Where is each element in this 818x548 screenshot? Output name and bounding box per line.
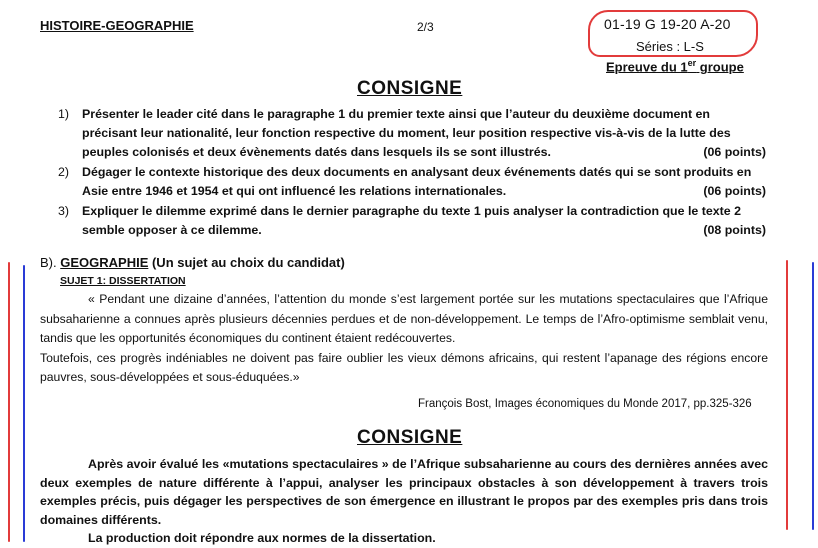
section-b-title: GEOGRAPHIE — [60, 255, 149, 270]
quote-paragraph-1: « Pendant une dizaine d’années, l’attention du monde s’est largement portée sur les mutations spectaculaires que l’Afrique subsaharienne a connues après plusieurs décennies perdues et de non-développement. Le temps de l’Afro-optimisme semblait venu, tandis que les opportunités économiques du continent étaient redécouvertes. — [40, 292, 768, 345]
epreuve-prefix: Epreuve du 1 — [606, 59, 688, 75]
blue-margin-line-left — [23, 265, 25, 542]
red-margin-line-right — [786, 260, 788, 530]
item-points: (06 points) — [703, 184, 766, 198]
quote-paragraph-2: Toutefois, ces progrès indéniables ne doivent pas faire oublier les vieux démons africains, qui restent l’apanage des régions encore pauvres, sous-développées et sous-éduquées.» — [40, 350, 768, 384]
consigne-b-paragraph: Après avoir évalué les «mutations spectaculaires » de l’Afrique subsaharienne au cours des dernières années avec deux exemples de nature différente à l’appui, analyser les principaux obstacles à son développement à travers trois exemples précis, puis dégager les perspectives de son émergence en illustrant le propos par des exemples pris dans trois domaines différents. — [40, 457, 768, 527]
epreuve-suffix: groupe — [696, 59, 744, 75]
consigne-title-a: CONSIGNE — [357, 78, 463, 99]
item-number: 2) — [58, 165, 70, 179]
quote-source: François Bost, Images économiques du Monde 2017, pp.325-326 — [418, 398, 752, 410]
section-b-heading — [40, 255, 345, 270]
item-number: 1) — [58, 107, 70, 121]
section-b-subtitle: (Un sujet au choix du candidat) — [148, 255, 345, 270]
section-b-prefix: B). — [40, 255, 61, 270]
quote-block — [40, 290, 768, 388]
item-text — [82, 105, 766, 162]
exam-code: 01-19 G 19-20 A-20 — [604, 16, 731, 32]
item-points: (06 points) — [703, 145, 766, 159]
exam-series: Séries : L-S — [636, 39, 704, 54]
item-points: (08 points) — [703, 223, 766, 237]
item-text — [82, 202, 766, 240]
item-number: 3) — [58, 204, 70, 218]
item-body: Expliquer le dilemme exprimé dans le dernier paragraphe du texte 1 puis analyser la contradiction que le texte 2 semble opposer à ce dilemme. — [82, 204, 741, 237]
item-text — [82, 163, 766, 201]
item-body: Dégager le contexte historique des deux documents en analysant deux événements datés qui se sont produits en Asie entre 1946 et 1954 et qui ont influencé les relations internationales. — [82, 165, 752, 198]
red-margin-line-left — [8, 262, 10, 542]
consigne-title-b: CONSIGNE — [357, 427, 463, 448]
blue-margin-line-right — [812, 262, 814, 530]
sujet-label — [60, 275, 186, 287]
item-body: Présenter le leader cité dans le paragraphe 1 du premier texte ainsi que l’auteur du deuxième document en précisant leur nationalité, leur fonction respective du moment, leur position respective vis-à-vis de la lutte des peuples colonisés et deux évènements datés dans lesquels ils se sont illustrés. — [82, 107, 731, 159]
consigne-b-final: La production doit répondre aux normes de la dissertation. — [88, 531, 436, 545]
sujet-text: SUJET 1: DISSERTATION — [60, 275, 186, 287]
epreuve-sup: er — [687, 58, 697, 68]
subject-title: HISTOIRE-GEOGRAPHIE — [40, 18, 194, 33]
exam-epreuve — [606, 58, 744, 74]
consigne-b-text — [40, 455, 768, 548]
page-number: 2/3 — [417, 20, 434, 34]
